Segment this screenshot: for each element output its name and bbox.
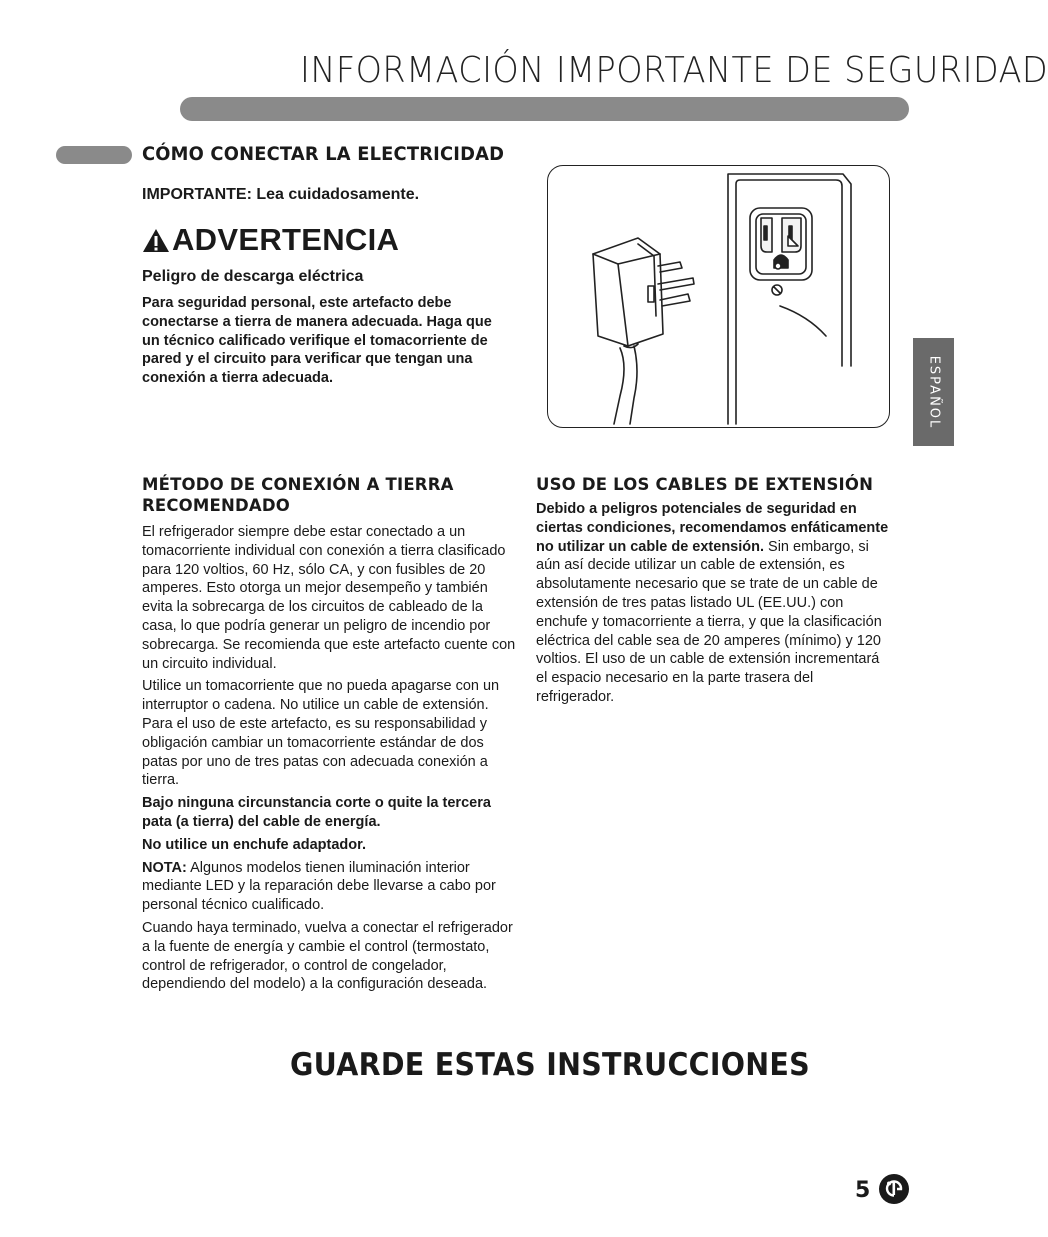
section-heading-electricity: CÓMO CONECTAR LA ELECTRICIDAD xyxy=(142,143,505,165)
note-label: NOTA: xyxy=(142,859,187,876)
grounding-text xyxy=(142,523,517,998)
hazard-subtitle: Peligro de descarga eléctrica xyxy=(142,268,364,285)
paragraph: Utilice un tomacorriente que no pueda apagarse con un interruptor o cadena. No utilice un cable de extensión. Para el uso de este artefacto, es su responsabilidad y obligación cambiar un tomacorriente estándar de dos patas por uno de tres patas con adecuada conexión a tierra. xyxy=(142,678,500,789)
page-number: 5 xyxy=(855,1178,871,1203)
extension-body: Sin embargo, si aún así decide utilizar un cable de extensión, es absolutamente necesario que se trate de un cable de extensión de tres patas listado UL (EE.UU.) con enchufe y tomacorriente a tierra, y que la clasificación eléctrica del cable sea de 20 amperes (mínimo) y 120 voltios. El uso de un cable de extensión incrementará el espacio necesario en la parte trasera del refrigerador. xyxy=(536,538,882,705)
page-title: INFORMACIÓN IMPORTANTE DE SEGURIDAD xyxy=(300,50,1048,91)
extension-text xyxy=(536,500,894,711)
plug-outlet-illustration xyxy=(547,165,890,428)
save-instructions-heading: GUARDE ESTAS INSTRUCCIONES xyxy=(290,1047,811,1083)
language-tab xyxy=(913,338,954,446)
paragraph: El refrigerador siempre debe estar conectado a un tomacorriente individual con conexión a tierra clasificado para 120 voltios, 60 Hz, sólo CA, y con fusibles de 20 amperes. Esto otorga un mejor desempeño y también evita la sobrecarga de los circuitos de cableado de la casa, lo que podría generar un peligro de incendio por sobrecarga. Se recomienda que este artefacto cuente con un circuito individual. xyxy=(142,524,516,672)
warning-heading xyxy=(142,222,399,258)
important-note: IMPORTANTE: Lea cuidadosamente. xyxy=(142,186,420,203)
section-pill xyxy=(56,146,132,164)
note-paragraph xyxy=(142,859,517,915)
warning-triangle-icon xyxy=(142,227,170,253)
section-heading-grounding: MÉTODO DE CONEXIÓN A TIERRA RECOMENDADO xyxy=(142,475,454,515)
section-heading-extension: USO DE LOS CABLES DE EXTENSIÓN xyxy=(536,475,874,494)
lg-logo-icon xyxy=(878,1173,910,1205)
paragraph-bold: Bajo ninguna circunstancia corte o quite la tercera pata (a tierra) del cable de energía. xyxy=(142,795,491,830)
paragraph: Cuando haya terminado, vuelva a conectar el refrigerador a la fuente de energía y cambie el control (termostato, control de refrigerador, o control de congelador, dependiendo del modelo) a la configuración deseada. xyxy=(142,919,513,993)
extension-bold-intro: Debido a peligros potenciales de seguridad en ciertas condiciones, recomendamos enfáticamente no utilizar un cable de extensión. xyxy=(536,501,889,555)
title-bar xyxy=(180,97,909,121)
note-text: Algunos modelos tienen iluminación interior mediante LED y la reparación debe llevarse a cabo por personal técnico cualificado. xyxy=(142,859,496,914)
paragraph xyxy=(536,500,894,707)
warning-title: ADVERTENCIA xyxy=(172,222,400,257)
warning-text: Para seguridad personal, este artefacto debe conectarse a tierra de manera adecuada. Haga que un técnico calificado verifique el tomacorriente de pared y el circuito para verificar que tengan una conexión a tierra adecuada. xyxy=(142,295,492,387)
plug-outlet-drawing xyxy=(548,166,888,426)
paragraph-bold: No utilice un enchufe adaptador. xyxy=(142,836,366,853)
language-tab-label: ESPAÑOL xyxy=(926,355,942,429)
